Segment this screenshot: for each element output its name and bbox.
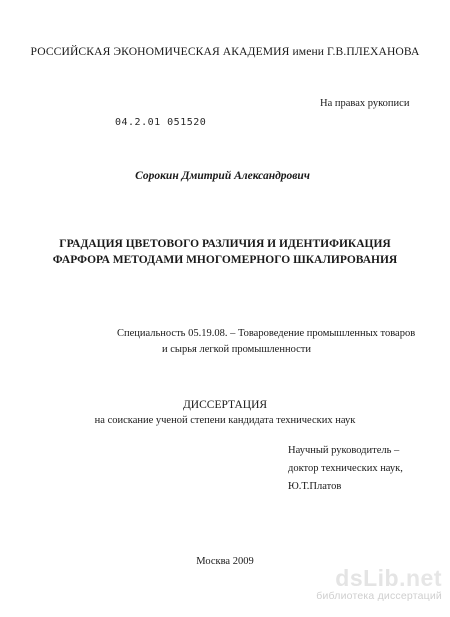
watermark (302, 566, 442, 603)
dissertation-label: ДИССЕРТАЦИЯ (182, 399, 268, 411)
title-line-1: ГРАДАЦИЯ ЦВЕТОВОГО РАЗЛИЧИЯ И ИДЕНТИФИКАЦИЯ (59, 238, 391, 250)
supervisor-degree: доктор технических наук, (288, 463, 403, 474)
supervisor-name: Ю.Т.Платов (288, 481, 342, 492)
watermark-logo-main: dsLib (335, 565, 400, 591)
specialty-line-1: Специальность 05.19.08. – Товароведение промышленных товаров (117, 328, 416, 339)
specialty-line-2: и сырья легкой промышленности (162, 344, 311, 355)
registration-stamp: 04.2.01 051520 (115, 117, 207, 128)
author-name: Сорокин Дмитрий Александрович (135, 170, 310, 182)
place-year: Москва 2009 (196, 556, 254, 567)
specialty-block (117, 326, 415, 358)
dissertation-title (0, 236, 450, 268)
dissertation-block (0, 397, 450, 429)
dissertation-purpose: на соискание ученой степени кандидата технических наук (94, 415, 356, 426)
supervisor-block (288, 442, 403, 496)
manuscript-note: На правах рукописи (320, 98, 410, 109)
title-line-2: ФАРФОРА МЕТОДАМИ МНОГОМЕРНОГО ШКАЛИРОВАНИЯ (52, 254, 398, 266)
watermark-logo-suffix: .net (399, 565, 442, 591)
watermark-tagline: библиотека диссертаций (316, 590, 442, 602)
institution-header: РОССИЙСКАЯ ЭКОНОМИЧЕСКАЯ АКАДЕМИЯ имени Г.В.ПЛЕХАНОВА (30, 45, 420, 58)
watermark-logo (302, 566, 442, 590)
supervisor-role: Научный руководитель – (288, 445, 400, 456)
